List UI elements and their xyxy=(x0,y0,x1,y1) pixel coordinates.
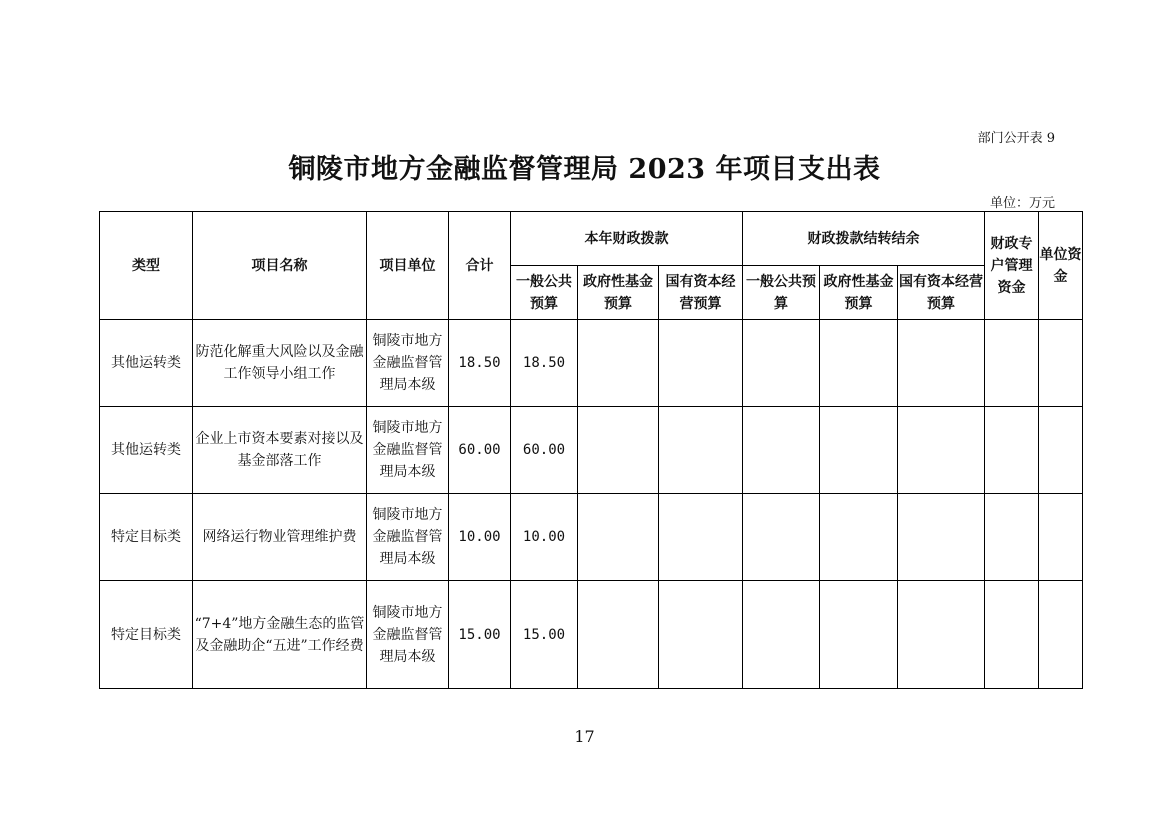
empty-cell xyxy=(820,494,898,581)
empty-cell xyxy=(898,581,985,689)
empty-cell xyxy=(578,407,659,494)
empty-cell xyxy=(1039,407,1083,494)
row-project-unit: 铜陵市地方金融监督管理局本级 xyxy=(367,581,449,689)
table-row xyxy=(100,320,1083,407)
empty-cell xyxy=(659,320,743,407)
row-type: 特定目标类 xyxy=(100,581,193,689)
table-row xyxy=(100,494,1083,581)
row-general-budget: 15.00 xyxy=(511,581,578,689)
row-project-name: 网络运行物业管理维护费 xyxy=(193,494,367,581)
row-total: 60.00 xyxy=(449,407,511,494)
empty-cell xyxy=(578,320,659,407)
empty-cell xyxy=(1039,320,1083,407)
empty-cell xyxy=(898,320,985,407)
row-total: 18.50 xyxy=(449,320,511,407)
header-project-name: 项目名称 xyxy=(193,212,367,320)
table-row xyxy=(100,407,1083,494)
page-title: 铜陵市地方金融监督管理局 2023 年项目支出表 xyxy=(288,154,881,185)
empty-cell xyxy=(743,494,820,581)
empty-cell xyxy=(820,407,898,494)
empty-cell xyxy=(820,581,898,689)
header-carry-state-capital-budget: 国有资本经营预算 xyxy=(898,266,985,320)
empty-cell xyxy=(898,407,985,494)
row-general-budget: 18.50 xyxy=(511,320,578,407)
row-project-unit: 铜陵市地方金融监督管理局本级 xyxy=(367,407,449,494)
header-unit-funds: 单位资金 xyxy=(1039,212,1083,320)
form-number: 部门公开表 9 xyxy=(977,131,1055,146)
row-project-name: “7+4”地方金融生态的监管及金融助企“五进”工作经费 xyxy=(193,581,367,689)
header-type: 类型 xyxy=(100,212,193,320)
empty-cell xyxy=(743,320,820,407)
header-current-year-appropriation: 本年财政拨款 xyxy=(511,212,743,266)
row-project-name: 企业上市资本要素对接以及基金部落工作 xyxy=(193,407,367,494)
empty-cell xyxy=(743,581,820,689)
header-special-account-funds: 财政专户管理资金 xyxy=(985,212,1039,320)
row-type: 其他运转类 xyxy=(100,320,193,407)
row-general-budget: 60.00 xyxy=(511,407,578,494)
unit-label: 单位：万元 xyxy=(989,196,1055,211)
row-total: 10.00 xyxy=(449,494,511,581)
project-expenditure-table xyxy=(99,211,1083,689)
empty-cell xyxy=(659,581,743,689)
empty-cell xyxy=(820,320,898,407)
row-type: 其他运转类 xyxy=(100,407,193,494)
row-project-unit: 铜陵市地方金融监督管理局本级 xyxy=(367,494,449,581)
empty-cell xyxy=(898,494,985,581)
empty-cell xyxy=(659,494,743,581)
empty-cell xyxy=(743,407,820,494)
header-current-state-capital-budget: 国有资本经营预算 xyxy=(659,266,743,320)
page-number: 17 xyxy=(574,727,595,746)
empty-cell xyxy=(985,407,1039,494)
header-carry-general-budget: 一般公共预算 xyxy=(743,266,820,320)
header-current-gov-fund-budget: 政府性基金预算 xyxy=(578,266,659,320)
empty-cell xyxy=(659,407,743,494)
empty-cell xyxy=(985,494,1039,581)
empty-cell xyxy=(578,494,659,581)
header-carryover-balance: 财政拨款结转结余 xyxy=(743,212,985,266)
row-total: 15.00 xyxy=(449,581,511,689)
empty-cell xyxy=(985,581,1039,689)
empty-cell xyxy=(1039,494,1083,581)
empty-cell xyxy=(985,320,1039,407)
header-current-general-budget: 一般公共预算 xyxy=(511,266,578,320)
header-row-1 xyxy=(100,212,1083,266)
header-total: 合计 xyxy=(449,212,511,320)
empty-cell xyxy=(578,581,659,689)
header-project-unit: 项目单位 xyxy=(367,212,449,320)
row-project-name: 防范化解重大风险以及金融工作领导小组工作 xyxy=(193,320,367,407)
row-type: 特定目标类 xyxy=(100,494,193,581)
row-general-budget: 10.00 xyxy=(511,494,578,581)
header-carry-gov-fund-budget: 政府性基金预算 xyxy=(820,266,898,320)
table-row xyxy=(100,581,1083,689)
empty-cell xyxy=(1039,581,1083,689)
row-project-unit: 铜陵市地方金融监督管理局本级 xyxy=(367,320,449,407)
